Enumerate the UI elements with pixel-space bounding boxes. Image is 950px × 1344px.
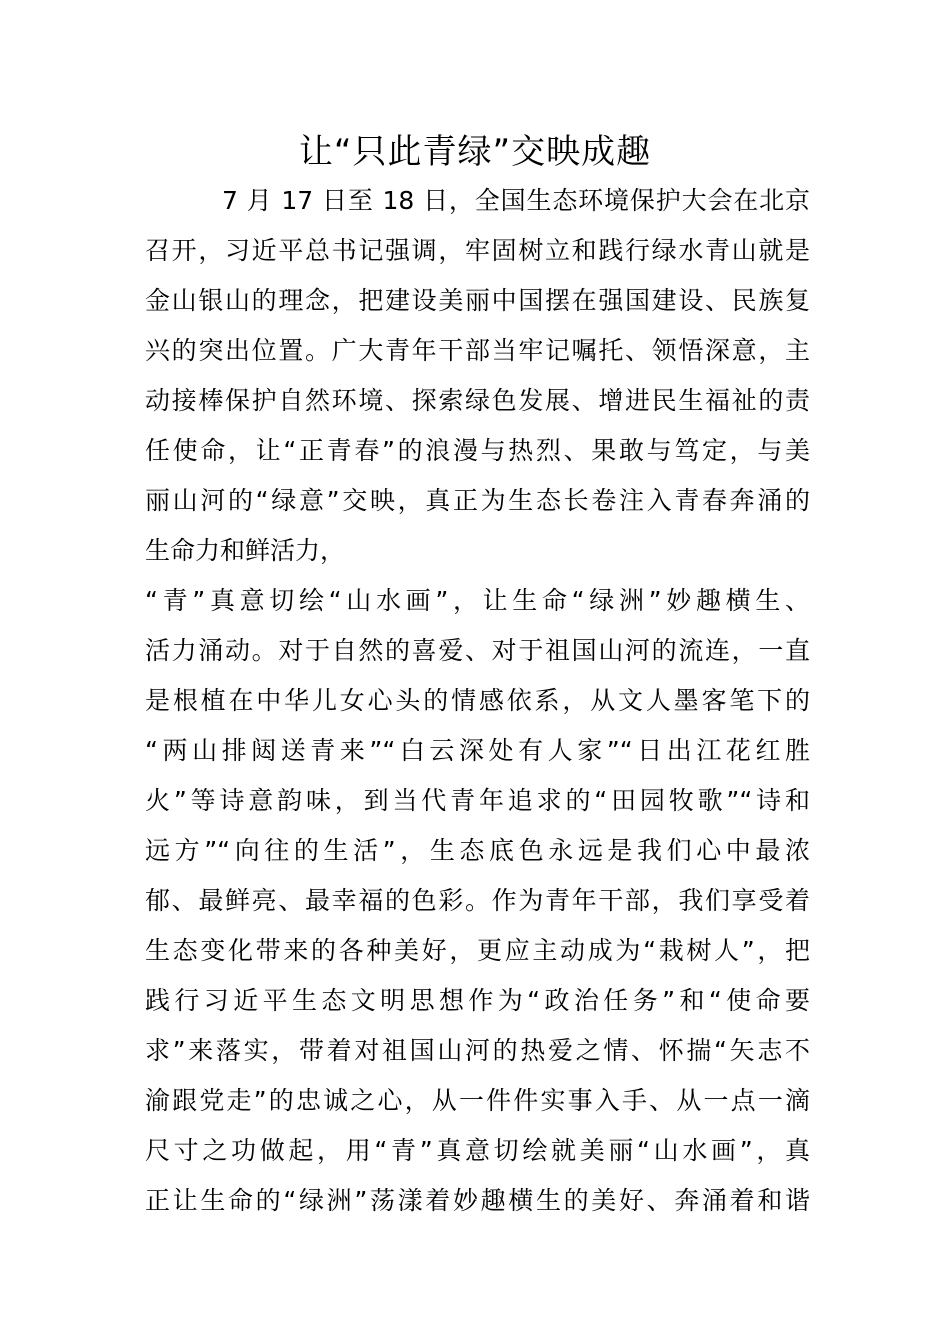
paragraph-line: 远方”“向往的生活”，生态底色永远是我们心中最浓 — [145, 836, 810, 865]
paragraph-line: 兴的突出位置。广大青年干部当牢记嘱托、领悟深意，主 — [145, 336, 810, 365]
document-title: 让“只此青绿”交映成趣 — [298, 132, 652, 172]
paragraph-line: “两山排闼送青来”“白云深处有人家”“日出江花红胜 — [145, 736, 810, 765]
paragraph-line: 生态变化带来的各种美好，更应主动成为“栽树人”，把 — [145, 936, 810, 965]
paragraph-line: 生命力和鲜活力， — [145, 536, 346, 565]
paragraph-line: 任使命，让“正青春”的浪漫与热烈、果敢与笃定，与美 — [145, 436, 810, 465]
paragraph-line: 金山银山的理念，把建设美丽中国摆在强国建设、民族复 — [145, 286, 810, 315]
paragraph-line: “青”真意切绘“山水画”，让生命“绿洲”妙趣横生、 — [145, 586, 810, 615]
paragraph-line: 践行习近平生态文明思想作为“政治任务”和“使命要 — [145, 986, 810, 1015]
paragraph-line: 火”等诗意韵味，到当代青年追求的“田园牧歌”“诗和 — [145, 786, 810, 815]
paragraph-line: 7 月 17 日至 18 日，全国生态环境保护大会在北京 — [222, 186, 810, 215]
paragraph-line: 渝跟党走”的忠诚之心，从一件件实事入手、从一点一滴 — [145, 1086, 810, 1115]
paragraph-line: 活力涌动。对于自然的喜爱、对于祖国山河的流连，一直 — [145, 636, 810, 665]
paragraph-line: 求”来落实，带着对祖国山河的热爱之情、怀揣“矢志不 — [145, 1036, 810, 1065]
paragraph-line: 郁、最鲜亮、最幸福的色彩。作为青年干部，我们享受着 — [145, 886, 810, 915]
paragraph-line: 正让生命的“绿洲”荡漾着妙趣横生的美好、奔涌着和谐 — [145, 1186, 810, 1215]
paragraph-line: 是根植在中华儿女心头的情感依系，从文人墨客笔下的 — [145, 686, 810, 715]
paragraph-line: 丽山河的“绿意”交映，真正为生态长卷注入青春奔涌的 — [145, 486, 810, 515]
paragraph-line: 召开，习近平总书记强调，牢固树立和践行绿水青山就是 — [145, 236, 810, 265]
paragraph-line: 尺寸之功做起，用“青”真意切绘就美丽“山水画”，真 — [145, 1136, 810, 1165]
paragraph-line: 动接棒保护自然环境、探索绿色发展、增进民生福祉的责 — [145, 386, 810, 415]
